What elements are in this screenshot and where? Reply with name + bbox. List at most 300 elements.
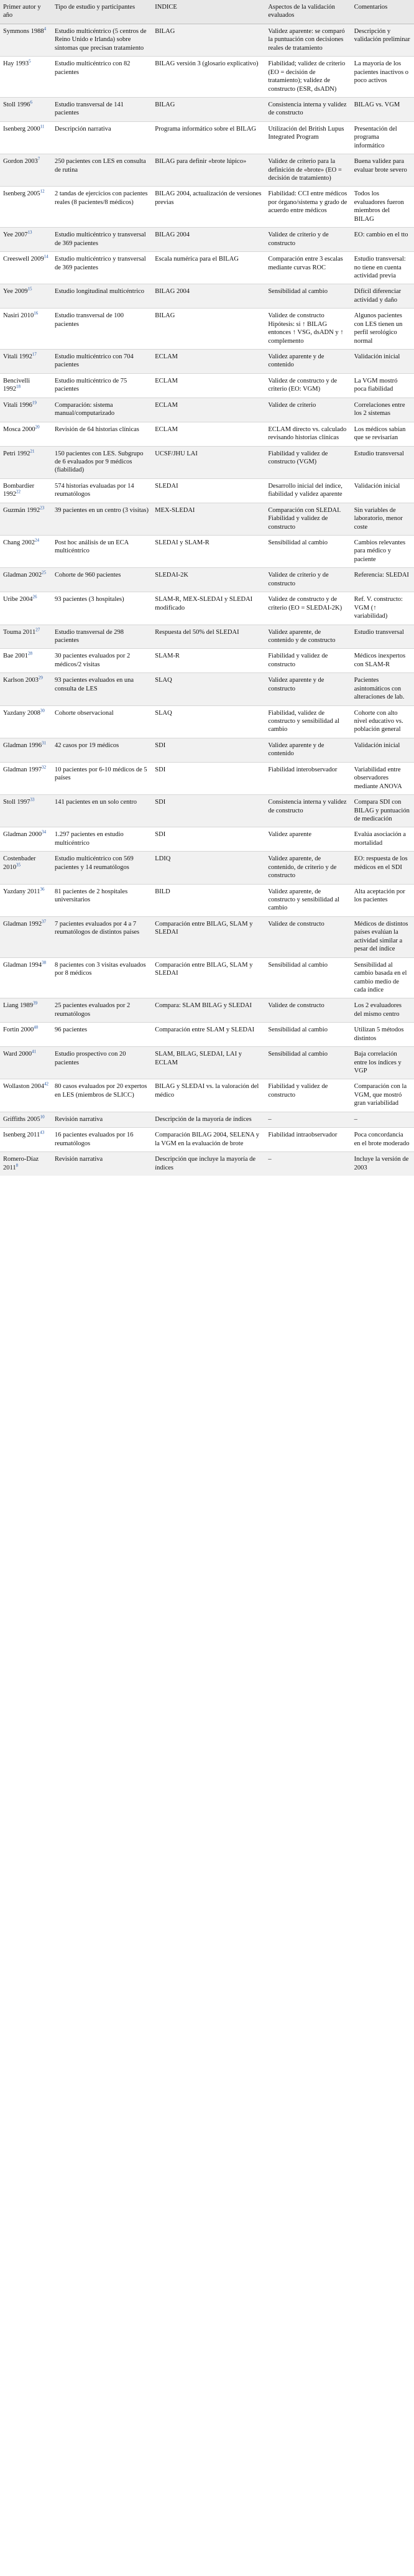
cell-comments: Descripción y validación preliminar <box>351 24 414 56</box>
cell-comments: Sensibilidad al cambio basada en el cambio medio de cada índice <box>351 957 414 998</box>
cell-aspects: Consistencia interna y validez de constructo <box>265 97 351 121</box>
cell-comments: Validación inicial <box>351 738 414 762</box>
table-row <box>0 705 414 738</box>
cell-comments: Cohorte con alto nivel educativo vs. población general <box>351 705 414 738</box>
cell-study-type: Estudio multicéntrico y transversal de 369 pacientes <box>52 228 152 252</box>
cell-aspects: Validez aparente y de constructo <box>265 673 351 705</box>
cell-aspects: Validez de constructo Hipótesis: si ↑ BILAG entonces ↑ VSG, dsADN y ↑ complemento <box>265 309 351 350</box>
reference-link[interactable]: 38 <box>42 960 47 965</box>
cell-comments: Los 2 evaluadores del mismo centro <box>351 998 414 1023</box>
table-row <box>0 478 414 503</box>
cell-index: BILAG y SLEDAI vs. la valoración del médico <box>152 1079 265 1112</box>
cell-comments: La VGM mostró poca fiabilidad <box>351 373 414 398</box>
cell-study-type: Estudio prospectivo con 20 pacientes <box>52 1047 152 1079</box>
cell-aspects: Utilización del British Lupus Integrated Program <box>265 121 351 154</box>
cell-study-type: 2 tandas de ejercicios con pacientes reales (8 pacientes/8 médicos) <box>52 187 152 228</box>
reference-link[interactable]: 4 <box>44 26 47 32</box>
cell-index: SLAM, BILAG, SLEDAI, LAI y ECLAM <box>152 1047 265 1079</box>
author-name: Guzmán 1992 <box>3 506 40 514</box>
cell-comments: Comparación con la VGM, que mostró gran variabilidad <box>351 1079 414 1112</box>
author-name: Gladman 1996 <box>3 742 42 749</box>
author-name: Gladman 1994 <box>3 961 42 969</box>
table-row <box>0 187 414 228</box>
reference-link[interactable]: 34 <box>42 829 47 835</box>
cell-author <box>0 998 52 1023</box>
cell-comments: Algunos pacientes con LES tienen un perfil serológico normal <box>351 309 414 350</box>
cell-index: Escala numérica para el BILAG <box>152 252 265 284</box>
author-name: Yee 2009 <box>3 288 28 295</box>
author-name: Bombardier 1992 <box>3 482 35 498</box>
cell-index: SLAQ <box>152 705 265 738</box>
cell-comments: Poca concordancia en el brote moderado <box>351 1128 414 1152</box>
reference-link[interactable]: 30 <box>40 708 45 714</box>
cell-aspects: Validez aparente, de constructo y sensibilidad al cambio <box>265 884 351 916</box>
reference-link[interactable]: 19 <box>32 400 37 406</box>
cell-index: Comparación BILAG 2004, SELENA y la VGM en la evaluación de brote <box>152 1128 265 1152</box>
cell-author <box>0 154 52 187</box>
reference-link[interactable]: 16 <box>34 310 39 316</box>
cell-study-type: Revisión narrativa <box>52 1112 152 1127</box>
cell-author <box>0 350 52 374</box>
cell-index: SDI <box>152 827 265 852</box>
cell-index: SLEDAI-2K <box>152 568 265 592</box>
author-name: Bencivelli 1992 <box>3 377 30 393</box>
reference-link[interactable]: 28 <box>27 651 32 656</box>
cell-comments: La mayoría de los pacientes inactivos o poco activos <box>351 57 414 98</box>
reference-link[interactable]: 18 <box>16 384 21 389</box>
cell-aspects: Validez de criterio para la definición de «brote» (EO = decisión de tratamiento) <box>265 154 351 187</box>
cell-author <box>0 738 52 762</box>
cell-aspects: Validez de constructo <box>265 998 351 1023</box>
cell-index: Comparación entre BILAG, SLAM y SLEDAI <box>152 957 265 998</box>
cell-index: BILAG <box>152 309 265 350</box>
cell-comments: Médicos de distintos países evalúan la actividad similar a pesar del índice <box>351 916 414 957</box>
reference-link[interactable]: 11 <box>40 124 45 129</box>
cell-index: SLEDAI y SLAM-R <box>152 536 265 568</box>
author-name: Wollaston 2004 <box>3 1083 44 1090</box>
cell-study-type: Cohorte de 960 pacientes <box>52 568 152 592</box>
cell-study-type: 574 historias evaluadas por 14 reumatólogos <box>52 478 152 503</box>
cell-comments: Referencia: SLEDAI <box>351 568 414 592</box>
cell-comments: Estudio transversal <box>351 446 414 478</box>
cell-study-type: 250 pacientes con LES en consulta de rutina <box>52 154 152 187</box>
cell-aspects: Validez de constructo y de criterio (EO = SLEDAI-2K) <box>265 592 351 625</box>
cell-author <box>0 1128 52 1152</box>
table-header <box>0 0 414 24</box>
cell-study-type: Comparación: sistema manual/computarizado <box>52 398 152 422</box>
cell-comments: Pacientes asintomáticos con alteraciones de lab. <box>351 673 414 705</box>
author-name: Isenberg 2011 <box>3 1132 40 1139</box>
reference-link[interactable]: 21 <box>30 449 35 453</box>
cell-comments: Cambios relevantes para médico y paciente <box>351 536 414 568</box>
table-row <box>0 1023 414 1047</box>
cell-comments: Médicos inexpertos con SLAM-R <box>351 649 414 673</box>
reference-link[interactable]: 6 <box>30 100 32 105</box>
cell-aspects: Fiabilidad interobservador <box>265 762 351 794</box>
table-row <box>0 228 414 252</box>
cell-study-type: 93 pacientes evaluados en una consulta de LES <box>52 673 152 705</box>
cell-comments: Todos los evaluadores fueron miembros del BILAG <box>351 187 414 228</box>
cell-index: UCSF/JHU LAI <box>152 446 265 478</box>
cell-study-type: 80 casos evaluados por 20 expertos en LES (miembros de SLICC) <box>52 1079 152 1112</box>
author-name: Fortin 2000 <box>3 1026 34 1034</box>
cell-study-type: 25 pacientes evaluados por 2 reumatólogos <box>52 998 152 1023</box>
author-name: Creeswell 2009 <box>3 256 44 263</box>
author-name: Chang 2002 <box>3 539 35 546</box>
author-name: Symmons 1988 <box>3 27 44 35</box>
table-body <box>0 24 414 1176</box>
cell-author <box>0 1112 52 1127</box>
cell-comments: Compara SDI con BILAG y puntuación de medicación <box>351 795 414 827</box>
reference-link[interactable]: 13 <box>27 230 32 235</box>
table-row <box>0 827 414 852</box>
cell-comments: Alta aceptación por los pacientes <box>351 884 414 916</box>
table-row <box>0 852 414 884</box>
cell-index: SLAM-R <box>152 649 265 673</box>
reference-link[interactable]: 27 <box>35 627 40 632</box>
cell-index: Descripción de la mayoría de índices <box>152 1112 265 1127</box>
cell-study-type: 96 pacientes <box>52 1023 152 1047</box>
cell-comments: Sin variables de laboratorio, menor coste <box>351 503 414 535</box>
table-row <box>0 1079 414 1112</box>
cell-author <box>0 673 52 705</box>
table-row <box>0 916 414 957</box>
table-row <box>0 957 414 998</box>
table-row <box>0 536 414 568</box>
table-row <box>0 121 414 154</box>
cell-index: Respuesta del 50% del SLEDAI <box>152 625 265 649</box>
cell-index: ECLAM <box>152 373 265 398</box>
reference-link[interactable]: 15 <box>27 286 32 292</box>
cell-index: LDIQ <box>152 852 265 884</box>
header-index: INDICE <box>152 0 265 24</box>
reference-link[interactable]: 22 <box>16 489 21 495</box>
header-row <box>0 0 414 24</box>
cell-comments: Validación inicial <box>351 478 414 503</box>
cell-study-type: 16 pacientes evaluados por 16 reumatólogos <box>52 1128 152 1152</box>
author-name: Costenbader 2010 <box>3 855 36 871</box>
author-name: Stoll 1996 <box>3 101 30 108</box>
cell-author <box>0 795 52 827</box>
cell-author <box>0 24 52 56</box>
cell-aspects: Comparación con SLEDAI. Fiabilidad y validez de constructo <box>265 503 351 535</box>
author-name: Karlson 2003 <box>3 677 39 684</box>
cell-author <box>0 625 52 649</box>
cell-author <box>0 536 52 568</box>
cell-study-type: Estudio multicéntrico con 704 pacientes <box>52 350 152 374</box>
author-name: Yazdany 2008 <box>3 709 40 717</box>
cell-comments: Baja correlación entre los índices y VGP <box>351 1047 414 1079</box>
cell-author <box>0 852 52 884</box>
table-row <box>0 57 414 98</box>
reference-link[interactable]: 40 <box>34 1025 39 1030</box>
cell-study-type: Estudio transversal de 298 pacientes <box>52 625 152 649</box>
cell-author <box>0 284 52 309</box>
cell-study-type: 10 pacientes por 6-10 médicos de 5 países <box>52 762 152 794</box>
cell-aspects: Fiabilidad intraobservador <box>265 1128 351 1152</box>
cell-author <box>0 649 52 673</box>
table-row <box>0 568 414 592</box>
cell-aspects: Desarrollo inicial del índice, fiabilidad y validez aparente <box>265 478 351 503</box>
cell-comments: Estudio transversal: no tiene en cuenta actividad previa <box>351 252 414 284</box>
reference-link[interactable]: 31 <box>42 740 47 746</box>
cell-aspects: Validez aparente <box>265 827 351 852</box>
table-row <box>0 309 414 350</box>
cell-aspects: Sensibilidad al cambio <box>265 957 351 998</box>
cell-index: SLAQ <box>152 673 265 705</box>
cell-index: Descripción que incluye la mayoría de índices <box>152 1152 265 1176</box>
cell-aspects: Sensibilidad al cambio <box>265 1023 351 1047</box>
author-name: Isenberg 2000 <box>3 125 40 133</box>
cell-comments: Validación inicial <box>351 350 414 374</box>
table-row <box>0 422 414 446</box>
cell-aspects: – <box>265 1152 351 1176</box>
cell-index: BILAG 2004, actualización de versiones previas <box>152 187 265 228</box>
cell-comments: Variabilidad entre observadores mediante ANOVA <box>351 762 414 794</box>
cell-index: BILAG 2004 <box>152 284 265 309</box>
cell-aspects: Fiabilidad; validez de criterio (EO = decisión de tratamiento); validez de constructo (ESR, dsADN) <box>265 57 351 98</box>
cell-comments: Buena validez para evaluar brote severo <box>351 154 414 187</box>
cell-aspects: Validez de constructo y de criterio (EO: VGM) <box>265 373 351 398</box>
cell-study-type: 8 pacientes con 3 visitas evaluados por 8 médicos <box>52 957 152 998</box>
reference-link[interactable]: 25 <box>42 570 47 575</box>
cell-comments: Ref. V. constructo: VGM (↑ variabilidad) <box>351 592 414 625</box>
reference-link[interactable]: 24 <box>35 537 40 543</box>
table-row <box>0 373 414 398</box>
cell-index: Programa informático sobre el BILAG <box>152 121 265 154</box>
table-row <box>0 738 414 762</box>
reference-link[interactable]: 43 <box>40 1130 45 1135</box>
cell-aspects: Sensibilidad al cambio <box>265 1047 351 1079</box>
cell-aspects: Validez aparente, de contenido y de constructo <box>265 625 351 649</box>
cell-aspects: Validez aparente: se comparó la puntuación con decisiones reales de tratamiento <box>265 24 351 56</box>
reference-link[interactable]: 14 <box>44 254 48 259</box>
cell-aspects: Sensibilidad al cambio <box>265 536 351 568</box>
table-row <box>0 795 414 827</box>
header-study-type: Tipo de estudio y participantes <box>52 0 152 24</box>
author-name: Griffiths 2005 <box>3 1115 40 1123</box>
table-row <box>0 673 414 705</box>
cell-comments: Difícil diferenciar actividad y daño <box>351 284 414 309</box>
cell-study-type: 39 pacientes en un centro (3 visitas) <box>52 503 152 535</box>
header-comments: Comentarios <box>351 0 414 24</box>
cell-study-type: 81 pacientes de 2 hospitales universitarios <box>52 884 152 916</box>
cell-author <box>0 1023 52 1047</box>
cell-study-type: 42 casos por 19 médicos <box>52 738 152 762</box>
cell-author <box>0 478 52 503</box>
cell-aspects: Validez de constructo <box>265 916 351 957</box>
table-row <box>0 625 414 649</box>
cell-aspects: Validez aparente y de contenido <box>265 738 351 762</box>
cell-study-type: Estudio transversal de 100 pacientes <box>52 309 152 350</box>
cell-index: SDI <box>152 795 265 827</box>
reference-link[interactable]: 12 <box>40 188 45 194</box>
table-row <box>0 1047 414 1079</box>
cell-comments: BILAG vs. VGM <box>351 97 414 121</box>
cell-index: MEX-SLEDAI <box>152 503 265 535</box>
reference-link[interactable]: 41 <box>32 1049 37 1054</box>
cell-index: ECLAM <box>152 398 265 422</box>
cell-index: ECLAM <box>152 350 265 374</box>
cell-author <box>0 916 52 957</box>
table-row <box>0 154 414 187</box>
cell-author <box>0 57 52 98</box>
cell-author <box>0 373 52 398</box>
reference-link[interactable]: 35 <box>16 862 21 868</box>
reference-link[interactable]: 5 <box>29 58 31 64</box>
reference-link[interactable]: 26 <box>32 594 37 600</box>
cell-author <box>0 121 52 154</box>
cell-comments: EO: cambio en el tto <box>351 228 414 252</box>
cell-author <box>0 705 52 738</box>
cell-study-type: Estudio multicéntrico con 82 pacientes <box>52 57 152 98</box>
cell-index: BILD <box>152 884 265 916</box>
reference-link[interactable]: 36 <box>40 886 45 892</box>
author-name: Nasiri 2010 <box>3 312 34 320</box>
cell-author <box>0 309 52 350</box>
cell-index: ECLAM <box>152 422 265 446</box>
cell-author <box>0 1152 52 1176</box>
cell-aspects: Consistencia interna y validez de constructo <box>265 795 351 827</box>
cell-study-type: 150 pacientes con LES. Subgrupo de 6 evaluados por 9 médicos (fiabilidad) <box>52 446 152 478</box>
cell-study-type: Revisión de 64 historias clínicas <box>52 422 152 446</box>
cell-author <box>0 228 52 252</box>
reference-link[interactable]: 39 <box>33 1000 38 1006</box>
cell-index: BILAG versión 3 (glosario explicativo) <box>152 57 265 98</box>
cell-index: SLEDAI <box>152 478 265 503</box>
reference-link[interactable]: 17 <box>32 351 37 357</box>
author-name: Vitali 1992 <box>3 353 32 360</box>
cell-aspects: Fiabilidad: CCI entre médicos por órgano/sistema y grado de acuerdo entre médicos <box>265 187 351 228</box>
author-name: Gladman 2002 <box>3 572 42 579</box>
cell-aspects: Sensibilidad al cambio <box>265 284 351 309</box>
table-row <box>0 592 414 625</box>
cell-author <box>0 1047 52 1079</box>
table-row <box>0 1152 414 1176</box>
reference-link[interactable]: 7 <box>37 156 40 162</box>
cell-study-type: Cohorte observacional <box>52 705 152 738</box>
cell-study-type: Estudio longitudinal multicéntrico <box>52 284 152 309</box>
cell-study-type: Post hoc análisis de un ECA multicéntrico <box>52 536 152 568</box>
reference-link[interactable]: 8 <box>16 1163 19 1168</box>
cell-index: BILAG para definir «brote lúpico» <box>152 154 265 187</box>
table-row <box>0 252 414 284</box>
cell-aspects: Comparación entre 3 escalas mediante curvas ROC <box>265 252 351 284</box>
reference-link[interactable]: 37 <box>42 919 47 924</box>
cell-study-type: Estudio transversal de 141 pacientes <box>52 97 152 121</box>
cell-index: SDI <box>152 762 265 794</box>
table-row <box>0 1128 414 1152</box>
table-row <box>0 998 414 1023</box>
cell-study-type: Estudio multicéntrico de 75 pacientes <box>52 373 152 398</box>
cell-author <box>0 884 52 916</box>
cell-index: BILAG <box>152 24 265 56</box>
cell-index: SDI <box>152 738 265 762</box>
author-name: Gladman 1997 <box>3 766 42 773</box>
cell-study-type: Estudio multicéntrico (5 centros de Reino Unido e Irlanda) sobre síntomas que precisan tratamiento <box>52 24 152 56</box>
cell-author <box>0 446 52 478</box>
cell-index: SLAM-R, MEX-SLEDAI y SLEDAI modificado <box>152 592 265 625</box>
table-row <box>0 1112 414 1127</box>
author-name: Isenberg 2005 <box>3 190 40 198</box>
header-aspects: Aspectos de la validación evaluados <box>265 0 351 24</box>
author-name: Petri 1992 <box>3 450 30 457</box>
cell-study-type: Estudio multicéntrico con 569 pacientes y 14 reumatólogos <box>52 852 152 884</box>
cell-author <box>0 503 52 535</box>
cell-comments: Estudio transversal <box>351 625 414 649</box>
cell-comments: Incluye la versión de 2003 <box>351 1152 414 1176</box>
author-name: Mosca 2000 <box>3 425 35 433</box>
cell-comments: Correlaciones entre los 2 sistemas <box>351 398 414 422</box>
cell-author <box>0 398 52 422</box>
author-name: Yee 2007 <box>3 231 28 239</box>
cell-author <box>0 187 52 228</box>
cell-index: Compara: SLAM BILAG y SLEDAI <box>152 998 265 1023</box>
table-row <box>0 24 414 56</box>
cell-aspects: Fiabilidad y validez de constructo <box>265 1079 351 1112</box>
author-name: Touma 2011 <box>3 628 36 636</box>
cell-aspects: Validez aparente y de contenido <box>265 350 351 374</box>
cell-author <box>0 422 52 446</box>
cell-aspects: Fiabilidad y validez de constructo <box>265 649 351 673</box>
cell-author <box>0 762 52 794</box>
cell-author <box>0 97 52 121</box>
cell-study-type: 7 pacientes evaluados por 4 a 7 reumatólogos de distintos países <box>52 916 152 957</box>
cell-index: Comparación entre BILAG, SLAM y SLEDAI <box>152 916 265 957</box>
author-name: Gordon 2003 <box>3 158 38 165</box>
cell-aspects: Fiabilidad, validez de constructo y sensibilidad al cambio <box>265 705 351 738</box>
reference-link[interactable]: 32 <box>42 765 47 770</box>
reference-link[interactable]: 23 <box>40 505 45 511</box>
cell-aspects: Validez de criterio y de constructo <box>265 228 351 252</box>
cell-index: Comparación entre SLAM y SLEDAI <box>152 1023 265 1047</box>
cell-study-type: Estudio multicéntrico y transversal de 369 pacientes <box>52 252 152 284</box>
cell-aspects: – <box>265 1112 351 1127</box>
author-name: Gladman 2000 <box>3 831 42 839</box>
table-row <box>0 884 414 916</box>
table-row <box>0 284 414 309</box>
reference-link[interactable]: 42 <box>44 1081 48 1087</box>
reference-link[interactable]: 10 <box>40 1114 45 1120</box>
reference-link[interactable]: 33 <box>30 797 35 802</box>
author-name: Ward 2000 <box>3 1051 32 1058</box>
cell-study-type: Descripción narrativa <box>52 121 152 154</box>
table-row <box>0 97 414 121</box>
validation-studies-table <box>0 0 414 1176</box>
cell-index: BILAG <box>152 97 265 121</box>
cell-author <box>0 568 52 592</box>
cell-study-type: 141 pacientes en un solo centro <box>52 795 152 827</box>
reference-link[interactable]: 20 <box>35 424 40 430</box>
author-name: Uribe 2004 <box>3 596 33 603</box>
cell-author <box>0 827 52 852</box>
cell-study-type: Revisión narrativa <box>52 1152 152 1176</box>
author-name: Yazdany 2011 <box>3 888 40 895</box>
cell-aspects: Validez de criterio <box>265 398 351 422</box>
author-name: Bae 2001 <box>3 653 28 660</box>
author-name: Stoll 1997 <box>3 799 30 806</box>
cell-comments: Los médicos sabían que se revisarían <box>351 422 414 446</box>
table-row <box>0 649 414 673</box>
cell-comments: EO: respuesta de los médicos en el SDI <box>351 852 414 884</box>
cell-aspects: Fiabilidad y validez de constructo (VGM) <box>265 446 351 478</box>
cell-author <box>0 592 52 625</box>
cell-study-type: 30 pacientes evaluados por 2 médicos/2 visitas <box>52 649 152 673</box>
cell-aspects: ECLAM directo vs. calculado revisando historias clínicas <box>265 422 351 446</box>
author-name: Liang 1989 <box>3 1002 34 1010</box>
reference-link[interactable]: 29 <box>38 675 43 681</box>
table-row <box>0 350 414 374</box>
